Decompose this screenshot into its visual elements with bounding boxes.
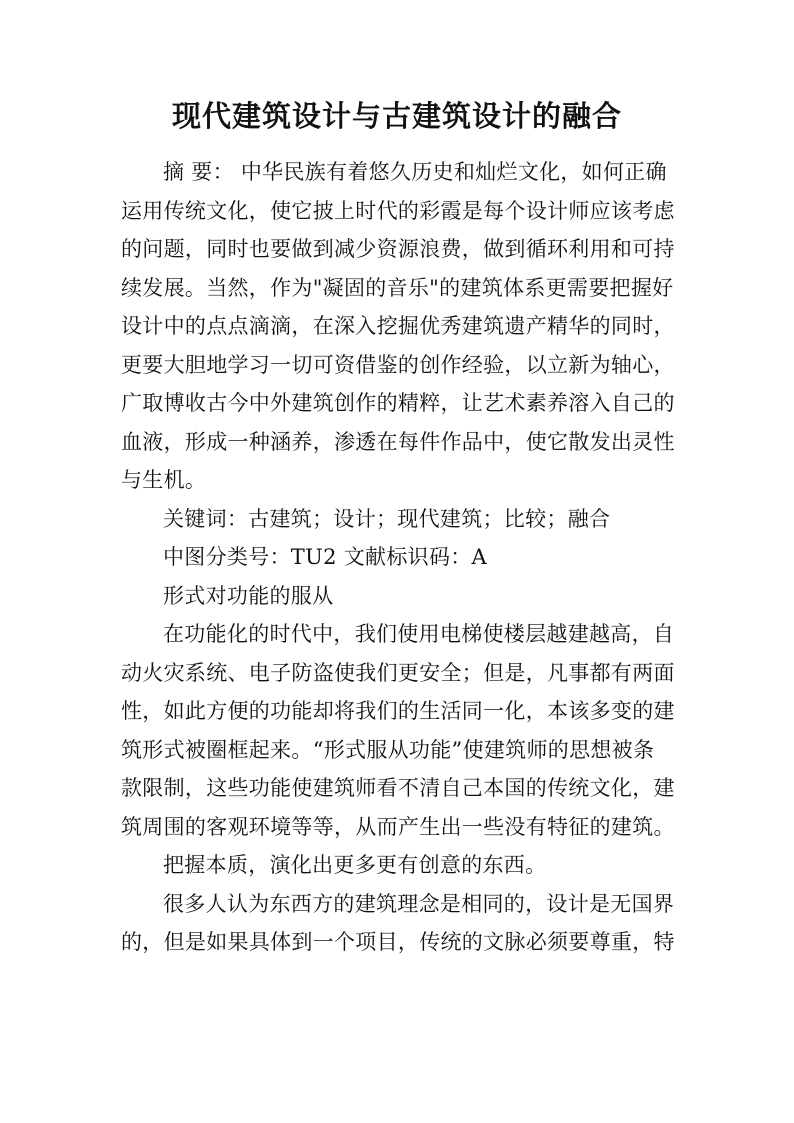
section-heading: 形式对功能的服从 bbox=[163, 583, 334, 608]
keywords-line: 关键词：古建筑；设计；现代建筑；比较；融合 bbox=[163, 506, 611, 531]
paragraph-line-3: 性，如此方便的功能却将我们的生活同一化，本该多变的建 bbox=[121, 699, 675, 723]
paragraph-line-1: 在功能化的时代中，我们使用电梯使楼层越建越高，自 bbox=[163, 622, 675, 646]
abstract-line-5: 设计中的点点滴滴，在深入挖掘优秀建筑遗产精华的同时， bbox=[121, 314, 675, 338]
abstract-line-7: 广取博收古今中外建筑创作的精粹，让艺术素养溶入自己的 bbox=[121, 391, 675, 415]
abstract-line-8: 血液，形成一种涵养，渗透在每件作品中，使它散发出灵性 bbox=[121, 429, 675, 454]
abstract-line-2: 运用传统文化，使它披上时代的彩霞是每个设计师应该考虑 bbox=[121, 198, 675, 223]
abstract-line-6: 更要大胆地学习一切可资借鉴的创作经验，以立新为轴心， bbox=[121, 352, 675, 377]
document-title: 现代建筑设计与古建筑设计的融合 bbox=[171, 99, 622, 133]
paragraph-line-2: 动火灾系统、电子防盗使我们更安全；但是，凡事都有两面 bbox=[121, 660, 675, 685]
paragraph-line-6: 筑周围的客观环境等等，从而产生出一些没有特征的建筑。 bbox=[121, 814, 675, 839]
paragraph-line-4: 筑形式被圈框起来。“形式服从功能”使建筑师的思想被条 bbox=[121, 737, 655, 762]
abstract-line-3: 的问题，同时也要做到减少资源浪费，做到循环利用和可持 bbox=[121, 237, 675, 261]
paragraph-line-9: 的，但是如果具体到一个项目，传统的文脉必须要尊重，特 bbox=[121, 930, 675, 954]
abstract-line-4: 续发展。当然，作为"凝固的音乐"的建筑体系更需要把握好 bbox=[121, 275, 674, 300]
paragraph-line-8: 很多人认为东西方的建筑理念是相同的，设计是无国界 bbox=[163, 891, 675, 916]
abstract-line-1: 摘 要： 中华民族有着悠久历史和灿烂文化，如何正确 bbox=[163, 160, 667, 184]
paragraph-line-7: 把握本质，演化出更多更有创意的东西。 bbox=[163, 853, 547, 877]
document-body bbox=[121, 153, 681, 962]
paragraph-line-5: 款限制，这些功能使建筑师看不清自己本国的传统文化，建 bbox=[121, 776, 675, 800]
abstract-line-9: 与生机。 bbox=[121, 468, 207, 492]
classification-line: 中图分类号：TU2 文献标识码：A bbox=[163, 545, 488, 569]
